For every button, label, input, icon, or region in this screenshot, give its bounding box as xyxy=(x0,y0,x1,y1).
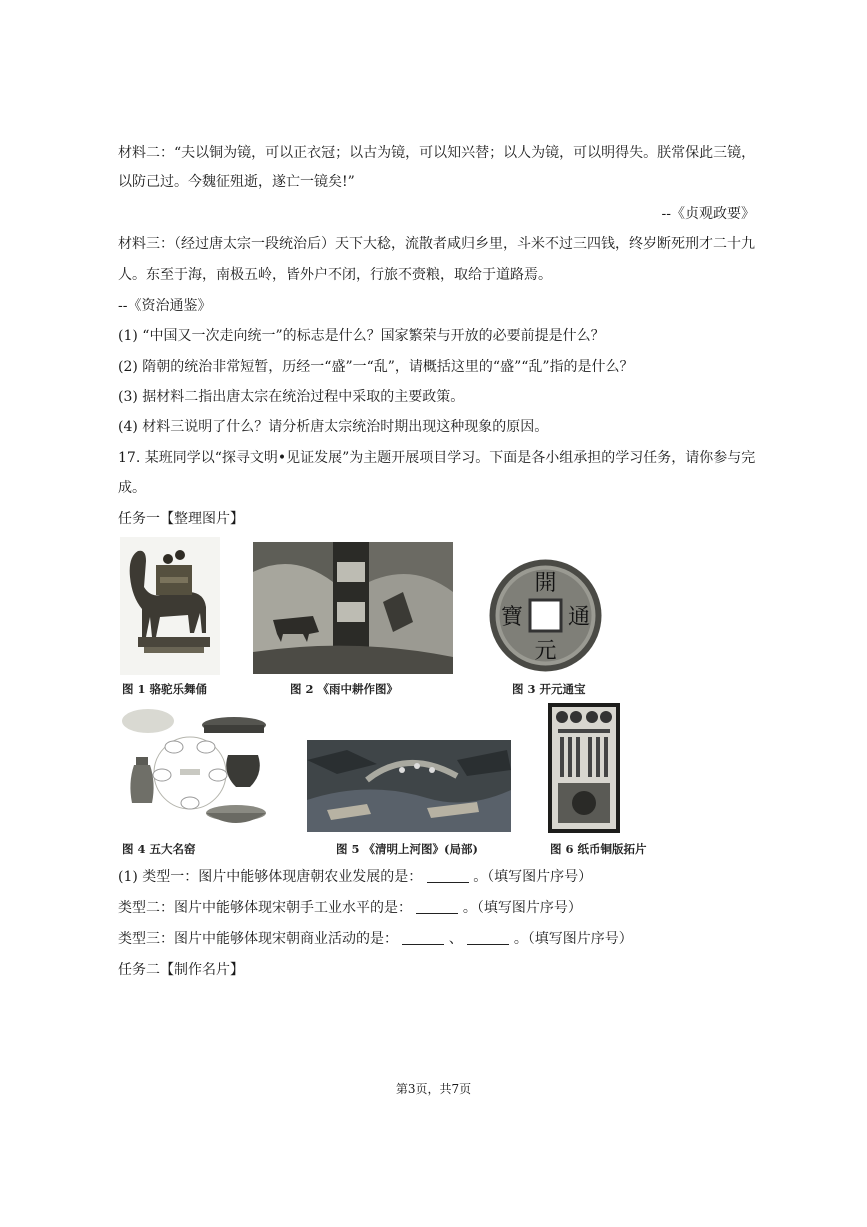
figure-4-kilns-image xyxy=(118,703,272,835)
type3-answer-blank-2[interactable] xyxy=(467,930,509,945)
type1-line xyxy=(118,862,758,892)
task2-heading: 任务二【制作名片】 xyxy=(118,962,244,978)
figure-3-coin-image xyxy=(488,558,603,673)
type1-prefix: (1) 类型一：图片中能够体现唐朝农业发展的是： xyxy=(118,869,423,885)
type3-answer-blank-1[interactable] xyxy=(402,930,444,945)
figure-3-caption: 图 3 开元通宝 xyxy=(512,682,586,696)
coin-char-right: 通 xyxy=(567,605,591,630)
material3-source: --《资治通鉴》 xyxy=(118,298,212,314)
type2-suffix: 。（填写图片序号） xyxy=(462,900,582,916)
material3-line2: 人。东至于海，南极五岭，皆外户不闭，行旅不赍粮，取给于道路焉。 xyxy=(118,267,552,283)
figure-6-caption: 图 6 纸币铜版拓片 xyxy=(550,842,647,856)
coin-char-top: 開 xyxy=(534,571,557,596)
figure-2-painting-image xyxy=(253,542,453,674)
type3-line xyxy=(118,924,758,954)
q17-line1: 17. 某班同学以“探寻文明•见证发展”为主题开展项目学习。下面是各小组承担的学习任务，请你参与完 xyxy=(118,450,756,466)
type2-line xyxy=(118,893,758,923)
page-footer: 第3页，共7页 xyxy=(395,1082,472,1096)
type2-answer-blank[interactable] xyxy=(416,899,458,914)
figure-1-camel-image xyxy=(120,537,220,675)
question-4: (4) 材料三说明了什么？请分析唐太宗统治时期出现这种现象的原因。 xyxy=(118,419,549,435)
q17-line2: 成。 xyxy=(118,480,146,496)
figure-6-banknote-image xyxy=(548,703,620,833)
type1-answer-blank[interactable] xyxy=(427,868,469,883)
type2-prefix: 类型二：图片中能够体现宋朝手工业水平的是： xyxy=(118,900,412,916)
question-1: (1) “中国又一次走向统一”的标志是什么？国家繁荣与开放的必要前提是什么？ xyxy=(118,328,605,344)
type3-prefix: 类型三：图片中能够体现宋朝商业活动的是： xyxy=(118,931,398,947)
material2-source: --《贞观政要》 xyxy=(661,206,755,222)
figure-5-caption: 图 5 《清明上河图》(局部) xyxy=(336,842,478,856)
figure-1-caption: 图 1 骆驼乐舞俑 xyxy=(122,682,208,696)
type3-suffix: 。（填写图片序号） xyxy=(513,931,633,947)
task1-heading: 任务一【整理图片】 xyxy=(118,511,244,527)
question-2: (2) 隋朝的统治非常短暂，历经一“盛”一“乱”，请概括这里的“盛”“乱”指的是什么？ xyxy=(118,359,634,375)
figure-4-caption: 图 4 五大名窑 xyxy=(122,842,196,856)
figure-5-qingming-image xyxy=(307,740,511,832)
material3-line1: 材料三：（经过唐太宗一段统治后）天下大稔，流散者咸归乡里，斗米不过三四钱，终岁断死刑才二十九 xyxy=(118,236,755,252)
coin-char-bottom: 元 xyxy=(534,639,557,664)
material2-line2: 以防己过。今魏征殂逝，遂亡一镜矣!” xyxy=(118,174,355,190)
figure-2-caption: 图 2 《雨中耕作图》 xyxy=(290,682,399,696)
type3-separator: 、 xyxy=(448,931,463,947)
material2-line1: 材料二：“夫以铜为镜，可以正衣冠；以古为镜，可以知兴替；以人为镜，可以明得失。朕常保此三镜， xyxy=(118,145,756,161)
coin-char-left: 寶 xyxy=(500,605,524,630)
question-3: (3) 据材料二指出唐太宗在统治过程中采取的主要政策。 xyxy=(118,389,465,405)
type1-suffix: 。（填写图片序号） xyxy=(473,869,593,885)
